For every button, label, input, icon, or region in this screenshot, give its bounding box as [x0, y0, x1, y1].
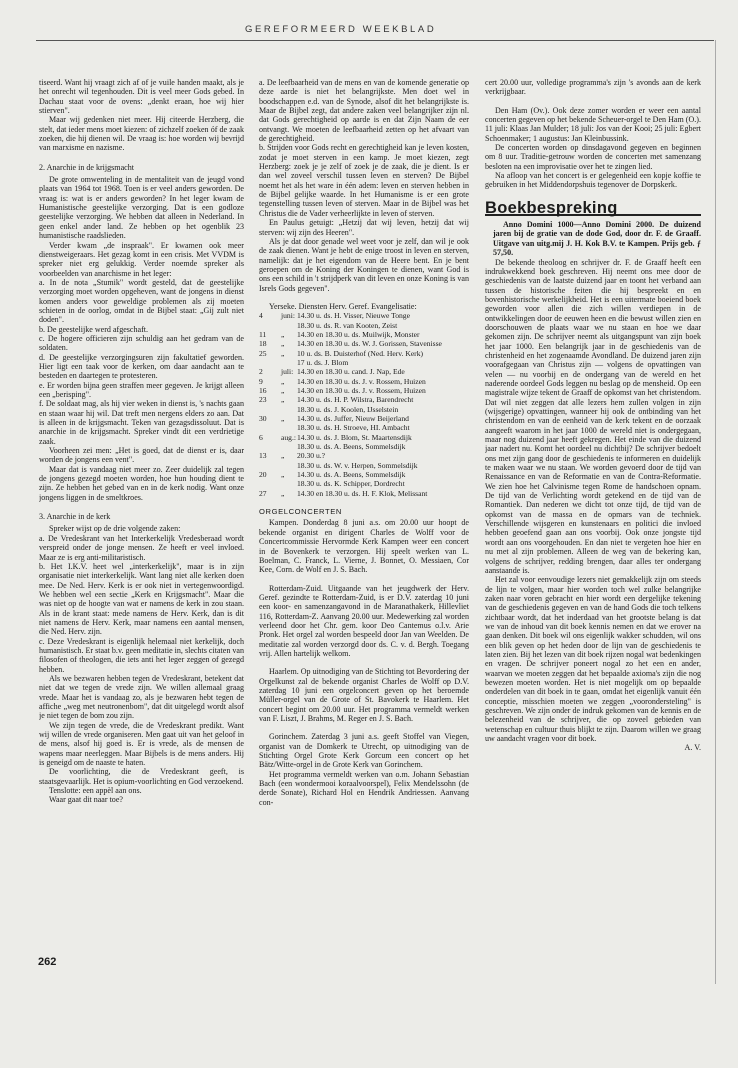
paragraph: Rotterdam-Zuid. Uitgaande van het jeugdwerk der Herv. Geref. gezindte te Rotterdam-Zuid, is er D.V. zaterdag 10 juni een koor- en samenzangavond in de Maranathakerk, Hillevliet 116, Rotterdam-Z. Aanvang 20.00 uur. Medewerking zal worden verleend door het Chr. gem. koor Deo Cantemus o.l.v. Arie Pronk. Het orgel zal worden bespeeld door Jan van Weelden. De meditatie zal worden verzorgd door ds. C. v. d. Bergh. Toegang vrij. Allen hartelijk welkom.: [259, 583, 469, 658]
schedule-day: 2: [259, 367, 263, 377]
schedule-month: „: [281, 451, 285, 461]
header-rule: [36, 40, 714, 41]
schedule-row: [259, 377, 469, 386]
list-item: f. De soldaat mag, als hij vier weken in dienst is, 's nachts gaan en staan waar hij wil. Dat treft men nergens elders zo aan. Dat is alleen in de krijgsmacht. Teken van gezagsdissoluut. Dat is anarchie in de krijgsmacht. Spreker vindt dit een verdrietige zaak.: [39, 399, 244, 446]
schedule-row: [259, 489, 469, 498]
list-item: a. In de nota „Stumik" wordt gesteld, dat de geestelijke verzorging moet worden opgeheven, want de jongens in dienst komen anders voor geweldige problemen als zij moeten schieten in de oorlog, omdat in de Bijbel staat: „Gij zult niet doden".: [39, 277, 244, 325]
schedule-row: [259, 321, 469, 330]
schedule-day: [259, 321, 281, 330]
schedule-day: 13: [259, 451, 267, 461]
schedule-text: 20.30 u.?: [297, 451, 326, 461]
yerseke-intro: Yerseke. Diensten Herv. Geref. Evangelisatie:: [269, 301, 417, 311]
schedule-text: 14.30 en 18.30 u. ds. W. J. Gorissen, Stavenisse: [297, 339, 442, 349]
schedule-row: [259, 405, 469, 414]
schedule-row: [259, 339, 469, 348]
list-item: a. De leefbaarheid van de mens en van de komende generatie op deze aarde is niet het belangrijkste. Men doet wel in boodschappen e.d. van de Synode, alsof dit het belangrijkste is. Maar de Bijbel zegt, dat andere zaken veel belangrijker zijn nl. dat Gods gerechtigheid op aarde is en dat Zijn Naam de eer ontvangt. We moeten de leefbaarheid zetten op het afvaart van de gerechtigheid.: [259, 78, 469, 144]
schedule-row: [259, 433, 469, 442]
paragraph: Verder kwam „de inspraak". Er kwamen ook meer dienstweigeraars. Het gezag komt in een crisis. Met VVDM is spreker niet erg gelukkig. Verder noemde spreker als voorbeelden van anarchisme in het leger:: [39, 240, 244, 278]
schedule-row: [259, 470, 469, 479]
list-item: c. De hogere officieren zijn schuldig aan het gedram van de soldaten.: [39, 333, 244, 353]
schedule-text: 14.30 u. ds. H. Visser, Nieuwe Tonge: [297, 311, 410, 321]
schedule-month: „: [281, 339, 285, 349]
schedule-day: 4: [259, 311, 263, 321]
schedule-text: 14.30 en 18.30 u. ds. J. v. Rossem, Huizen: [297, 376, 426, 386]
schedule-row: [259, 479, 469, 488]
schedule-month: „: [281, 348, 285, 358]
schedule-text: 18.30 u. ds. K. Schipper, Dordrecht: [297, 479, 405, 489]
schedule-row: [259, 330, 469, 339]
schedule-text: 18.30 u. ds. J. Koolen, IJsselstein: [297, 404, 399, 414]
schedule-row: [259, 442, 469, 451]
schedule-day: 23: [259, 395, 267, 405]
schedule-day: 16: [259, 386, 267, 395]
schedule-month: „: [281, 376, 285, 386]
schedule-day: [259, 442, 281, 451]
section-heading-krijgsmacht: 2. Anarchie in de krijgsmacht: [39, 162, 134, 172]
schedule-month: [281, 358, 297, 367]
schedule-text: 14.30 en 18.30 u. ds. H. F. Klok, Melissant: [297, 488, 428, 498]
schedule-text: 14.30 u. ds. J. Blom, St. Maartensdijk: [297, 432, 412, 442]
schedule-day: [259, 423, 281, 432]
page-edge-rule: [715, 40, 716, 984]
schedule-month: [281, 479, 297, 488]
schedule-day: 11: [259, 329, 267, 339]
schedule-month: „: [281, 329, 285, 339]
schedule-month: „: [281, 386, 285, 395]
schedule-day: 20: [259, 470, 267, 480]
schedule-day: 6: [259, 432, 263, 442]
schedule-month: [281, 423, 297, 432]
schedule-row: [259, 414, 469, 423]
boekbespreking-heading: Boekbespreking: [485, 204, 701, 216]
schedule-row: [259, 423, 469, 432]
list-item: b. Het I.K.V. heet wel „interkerkelijk", maar is in zijn organisatie niet interkerkelijk. Want lang niet alle kerken doen mee. De Ned. Herv. Kerk is er ook niet in vertegenwoordigd. We hebben wel een sectie „Kerk en Krijgsmacht". Maar die was niet op de hoogte van wat er namens de kerk in zou staan. Als in de krant staat: mede namens de Herv. Kerk, dan is dit niet namens de Herv. Kerk, maar namens een aantal mensen, die Ned. Herv. zijn.: [39, 561, 244, 637]
paragraph: Haarlem. Op uitnodiging van de Stichting tot Bevordering der Orgelkunst zal de bekende organist Charles de Wolff op D.V. zaterdag 10 juni een orgelconcert geven op het beroemde Müller-orgel van de Grote of St. Bavokerk te Haarlem. Het concert begint om 20.00 uur. Het programma vermeldt werken van F. Liszt, J. Brahms, M. Reger en J. S. Bach.: [259, 667, 469, 723]
paragraph: En Paulus getuigt: „Hetzij dat wij leven, hetzij dat wij sterven: wij zijn des Heeren".: [259, 218, 469, 237]
orgelconcerten-heading: ORGELCONCERTEN: [259, 507, 342, 517]
schedule-row: [259, 395, 469, 404]
schedule-month: „: [281, 470, 285, 480]
schedule-day: [259, 479, 281, 488]
paragraph: De bekende theoloog en schrijver dr. F. de Graaff heeft een indrukwekkend boek geschreven. Hij neemt ons mee door de geschiedenis van de laatste duizend jaar en toont het verband aan tussen de historische feiten die hij bespreekt en en bovenhistorische werkelijkheid. Het is een uitermate boeiend boek geworden voor allen die zich willen verdiepen in de ontwikkelingen door de eeuwen heen en die bewust willen zien en doorschouwen de plaats waar we nu staan en hoe we daar gekomen zijn. De schrijver neemt als uitgangspunt van zijn boek het jaar 1000. Een belangrijk jaar in de geschiedenis van de christenheid en het zogenaamde Avondland. De duizend jaren zijn voorafgegaan van Christus zijn — volgens de opvattingen van velen — nu voorbij en de ondergang van de wereld en het naderende oordeel Gods leggen nu beslag op de mensheid. Op een magistrale wijze tekent de Graaff de opkomst van het christendom. Dat wil niet zeggen dat alle lezers hem zullen volgen in zijn (wijsgerige) opvattingen, wanneer hij ook de ontbinding van het christendom en van de eenheid van de kerk tekent en de oorzaak aangeeft waarom in het jaar 1000 de wereld niet is ondergegaan, maar nog duizend jaar heeft gekregen. Het einde van die duizend jaar nadert nu. Komt het oordeel nu dichtbij? De schrijver bedoelt ons met zijn gang door de geschiedenis te informeren en duidelijk te maken waar we nu staan. We worden gevoerd door de tijd van Renaissance en van de Reformatie en van de Contra-Reformatie. We zien hoe het Calvinisme tegen Rome de handschoen opnam. De tijd van de Verlichting wordt getekend en de tijd van de Romantiek. Dan nederen we dicht tot onze tijd, de tijd van de opkomst van de massa en de opmars van de techniek. Verschillende wijsgeren en kunstenaars en politici die invloed hebben geoefend gaan aan ons voorbij. Ook onze jongste tijd wordt aan ons voorgehouden. En dan niet te vergeten hoe hier en nu met al zijn problemen. Alleen de weg van de bekering kan, volgens de schrijver, redding brengen, daar alles ter ondergang aanstaande is.: [485, 257, 701, 575]
running-title: GEREFORMEERD WEEKBLAD: [245, 24, 437, 35]
schedule-row: [259, 451, 469, 460]
schedule-day: 9: [259, 376, 263, 386]
paragraph: Als we bezwaren hebben tegen de Vredeskrant, betekent dat niet dat we tegen de vrede zijn. We willen allemaal graag vrede. Maar het is vandaag zo, als je bezwaren hebt tegen de affiche „weg met neutronenbom", dat dit uitgelegd wordt alsof je niet tegen de bom zou zijn.: [39, 673, 244, 721]
schedule-month: [281, 321, 297, 330]
paragraph: Het zal voor eenvoudige lezers niet gemakkelijk zijn om steeds de lijn te volgen, maar hier worden toch wel zulke belangrijke zaken naar voren gebracht en hier wordt een dergelijke tekening van de geschiedenis gegeven en van de hand Gods die toch telkens zichtbaar wordt, dat het inderdaad van het grootste belang is dat we van de inhoud van dit boek kennis nemen en dat we erover na gaan denken. Dit boek wil ons eigenlijk wakker schudden, wil ons een blik geven op het heden door de lijn van de geschiedenis te laten zien. Bij het lezen van dit boek rijzen nogal wat bedenkingen en vragen. De schrijver poneert nogal zo het een en ander, waarvan we moeten zeggen dat het bepaalde axioma's zijn die nog bewezen moeten worden. Het is niet mogelijk om op bepaalde onderdelen van dit boek in te gaan, omdat het eigenlijk vanuit één conceptie, misschien moeten we zeggen „voorondersteling" is geschreven. We zijn onder de indruk gekomen van de kennis en de belezenheid van de schrijver, die op zoveel gebieden van wetenschap en cultuur thuis blijkt te zijn. Daarom willen we graag uw aandacht vragen voor dit boek.: [485, 575, 701, 744]
schedule-month: „: [281, 395, 285, 405]
schedule-text: 14.30 u. ds. Juffer, Nieuw Beijerland: [297, 414, 409, 424]
book-info: Anno Domini 1000—Anno Domini 2000. De duizend jaren bij de gratie van de dode God, door dr. F. de Graaff. Uitgave van uitg.mij J. H. Kok B.V. te Kampen. Prijs geb. ƒ 57,50.: [493, 220, 701, 258]
schedule-text: 14.30 en 18.30 u. cand. J. Nap, Ede: [297, 367, 405, 377]
column-right: [485, 78, 701, 958]
schedule-text: 18.30 u. ds. R. van Kooten, Zeist: [297, 320, 398, 330]
schedule-row: [259, 367, 469, 376]
list-item: a. De Vredeskrant van het Interkerkelijk Vredesberaad wordt verspreid onder de jonge mensen. Ze heeft er veel invloed. Maar ze is erg anti-militaristisch.: [39, 533, 244, 562]
schedule-month: „: [281, 488, 285, 498]
schedule-day: [259, 405, 281, 414]
paragraph: tiseerd. Want hij vraagt zich af of je vuile handen maakt, als je het onrecht wil tegenhouden. Dit is veel meer Gods gebed. In Dachau staat voor de ovens: „denkt eraan, hoe wij hier stierven".: [39, 78, 244, 116]
paragraph: We zijn tegen de vrede, die de Vredeskrant predikt. Want wij willen de vrede organiseren. Men gaat uit van het geloof in de mens, alsof hij goed is. Er is vrede, als de mensen de wapens maar neerleggen. Maar Bijbels is de mens anders. Hij is geneigd om de naaste te haten.: [39, 720, 244, 768]
schedule-text: 14.30 u. ds. A. Beens, Sommelsdijk: [297, 470, 406, 480]
schedule-text: 18.30 u. ds. A. Beens, Sommelsdijk: [297, 442, 406, 452]
paragraph: Kampen. Donderdag 8 juni a.s. om 20.00 uur hoopt de bekende organist en dirigent Charles de Wolff voor de Concertcommissie Hervormde Kerk Kampen weer een concert in de Bovenkerk te verzorgen. Hij speelt werken van L. Boelman, C. Franck, L. Vierne, J. Bonnet, O. Messiaen, Cor Kee, Corn. de Wolf en J. S. Bach.: [259, 518, 469, 575]
schedule-text: 14.30 u. ds. H. P. Wilstra, Barendrecht: [297, 395, 414, 405]
schedule-row: [259, 386, 469, 395]
paragraph: Den Ham (Ov.). Ook deze zomer worden er weer een aantal concerten gegeven op het bekende Scheuer-orgel te Den Ham (O.). 11 juli: Klaas Jan Mulder; 18 juli: Jos van der Kooi; 25 juli: Egbert Schoenmaker; 1 augustus: Jan Kleinbussink.: [485, 105, 701, 143]
schedule-day: 30: [259, 414, 267, 424]
section-heading-kerk: 3. Anarchie in de kerk: [39, 512, 111, 522]
schedule-day: 27: [259, 488, 267, 498]
schedule-row: [259, 461, 469, 470]
schedule-row: [259, 358, 469, 367]
schedule-day: 25: [259, 348, 267, 358]
paragraph: Het programma vermeldt werken van o.m. Johann Sebastian Bach (een wondermooi koraalvoorspel), Felix Mendelssohn (de derde Sonate), Richard Hol en Hendrik Andriessen. Aanvang con-: [259, 769, 469, 807]
paragraph: De concerten worden op dinsdagavond gegeven en beginnen om 8 uur. Traditie-getrouw worden de concerten met samenzang besloten na een improvisatie over het te zingen lied.: [485, 143, 701, 171]
service-schedule: [259, 311, 469, 498]
paragraph: Spreker wijst op de drie volgende zaken:: [49, 524, 181, 534]
author-signature: A. V.: [684, 743, 701, 753]
schedule-row: [259, 311, 469, 320]
list-item: e. Er worden bijna geen straffen meer gegeven. Je krijgt alleen een „berisping".: [39, 380, 244, 399]
paragraph: Waar gaat dit naar toe?: [49, 795, 123, 805]
paragraph: De voorlichting, die de Vredeskrant geeft, is staatsgevaarlijk. Het is opium-voorlichting en God verzoekend.: [39, 767, 244, 786]
list-item: b. Strijden voor Gods recht en gerechtigheid kan je leven kosten, zodat je moet sterven in een kamp. Je moet kiezen, zegt Herzberg: zoek je je zelf of zoek je de zaak, die je dient. Is er dan wel zoveel verschil tussen leven en sterven? De Bijbel noemt het als het ware in één adem: leven en sterven hebben in de Bijbel gelijke waarde. In het Humanisme is er een grote tegenstelling tussen leven of sterven. Maar in de Bijbel was het Christus die de Vader verheerlijkte in leven of sterven.: [259, 143, 469, 218]
schedule-month: [281, 461, 297, 470]
schedule-month: [281, 442, 297, 451]
schedule-month: juni:: [281, 311, 295, 321]
schedule-month: aug.:: [281, 432, 296, 442]
schedule-month: juli:: [281, 367, 294, 377]
schedule-day: [259, 461, 281, 470]
paragraph: Maar dat is vandaag niet meer zo. Zeer duidelijk zal tegen de jongens gezegd moeten worden, hoe hun houding dient te zijn. Ze hebben het gebed van en in de kerk nodig. Want onze jongens liggen in de smeltkroes.: [39, 464, 244, 502]
paragraph: Tenslotte: een appèl aan ons.: [49, 786, 142, 796]
schedule-text: 18.30 u. ds. H. Stroeve, HI. Ambacht: [297, 423, 410, 433]
paragraph: Voorheen zei men: „Het is goed, dat de dienst er is, daar worden de jongens een vent".: [39, 446, 244, 465]
schedule-day: [259, 358, 281, 367]
paragraph: Na afloop van het concert is er gelegenheid een kopje koffie te gebruiken in het Middendorpshuis tegenover de Dorpskerk.: [485, 171, 701, 190]
schedule-text: 18.30 u. ds. W. v. Herpen, Sommelsdijk: [297, 460, 418, 470]
column-left: [39, 78, 244, 958]
column-middle: [259, 78, 469, 958]
paragraph: De grote omwenteling in de mentaliteit van de jeugd vond plaats van 1964 tot 1968. Toen is er veel anders geworden. De vraag is: wat is er anders geworden? In het leger kwam de Humanistische geestelijke verzorging. Dat is een godloze geestelijke verzorging. We hebben dat alleen in Nederland. In geen enkel ander land. Ze hebben op het ogenblik 23 humanistische raadslieden.: [39, 175, 244, 241]
paragraph: Gorinchem. Zaterdag 3 juni a.s. geeft Stoffel van Viegen, organist van de Domkerk te Utrecht, op uitnodiging van de Stichting Orgel Grote Kerk Gorcum een concert op het Bätz/Witte-orgel in de Grote Kerk van Gorinchem.: [259, 732, 469, 770]
schedule-month: [281, 405, 297, 414]
list-item: d. De geestelijke verzorgingsuren zijn fakultatief geworden. Hier ligt een taak voor de kerken, om daar aandacht aan te besteden en daartegen te protesteren.: [39, 352, 244, 381]
list-item: c. Deze Vredeskrant is eigenlijk helemaal niet kerkelijk, doch humanistisch. Er staat b.v. geen meditatie in, slechts citaten van filosofen of theologen, die iets anti het leger zeggen of gezegd hebben.: [39, 636, 244, 674]
schedule-row: [259, 349, 469, 358]
schedule-text: 14.30 en 18.30 u. ds. J. v. Rossem, Huizen: [297, 386, 426, 395]
list-item: b. De geestelijke werd afgeschaft.: [39, 324, 149, 334]
paragraph: cert 20.00 uur, volledige programma's zijn 's avonds aan de kerk verkrijgbaar.: [485, 78, 701, 97]
schedule-text: 17 u. ds. J. Blom: [297, 357, 349, 367]
paragraph: Maar wij gedenken niet meer. Hij citeerde Herzberg, die stelt, dat ieder mens moet kiezen: of zichzelf zoeken óf de zaak zoeken, die hij dienen wil. De vraag is: hoe worden wij bevrijd van marxisme en nazisme.: [39, 115, 244, 153]
paragraph: Als je dat door genade wel weet voor je zelf, dan wil je ook de zaak dienen. Want je hebt de enige troost in leven en sterven, namelijk: dat je het eigendom van de Heere bent. En je bent geroepen om de Koning der Koningen te dienen, want God is ons een schild in 't strijdperk van dit leven en onze Koning is van Isrels Gods gegeven".: [259, 236, 469, 293]
schedule-text: 14.30 en 18.30 u. ds. Muilwijk, Monster: [297, 329, 420, 339]
page-number: 262: [38, 956, 57, 968]
schedule-day: 18: [259, 339, 267, 349]
schedule-text: 10 u. ds. B. Duisterhof (Ned. Herv. Kerk): [297, 348, 424, 358]
schedule-month: „: [281, 414, 285, 424]
